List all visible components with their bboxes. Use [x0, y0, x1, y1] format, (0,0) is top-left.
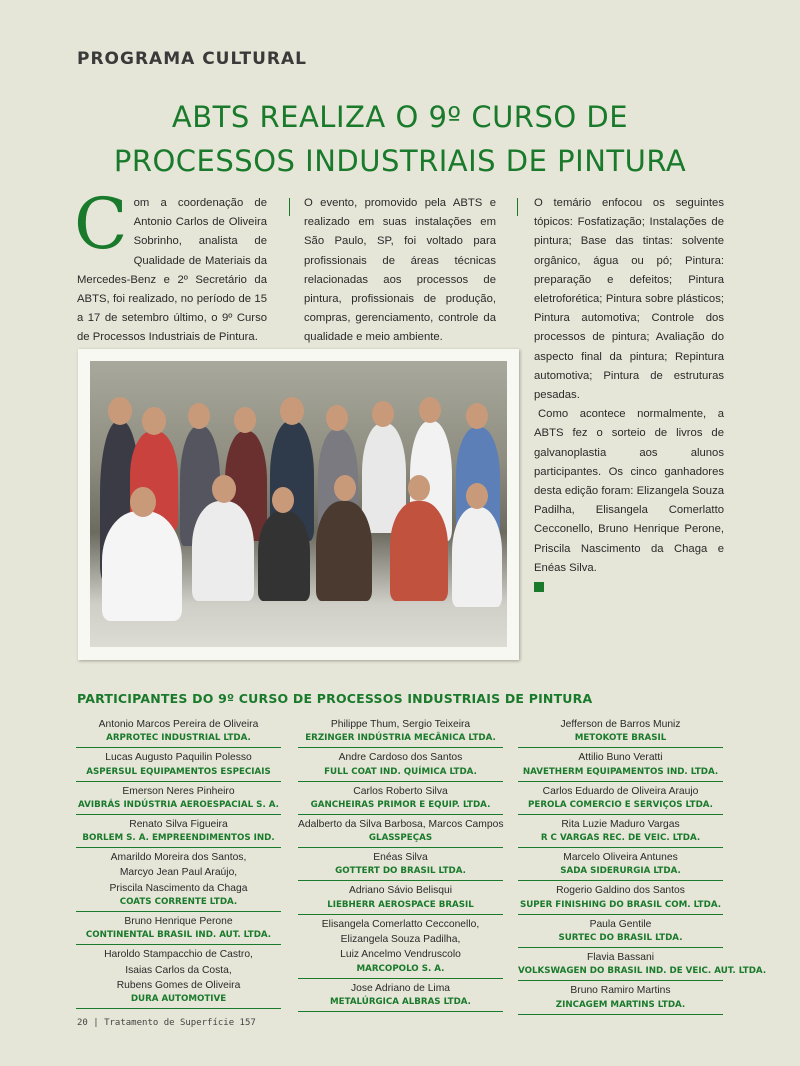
participant-name: Haroldo Stampacchio de Castro,	[104, 949, 253, 961]
article-column-1-text: om a coordenação de Antonio Carlos de Oliveira Sobrinho, analista de Qualidade de Materiais da Mercedes-Benz e 2º Secretário da ABTS, foi realizado, no período de 15 a 17 de setembro último, o 9º Curso de Processos Industriais de Pintura.	[77, 197, 267, 344]
participant-name: Adalberto da Silva Barbosa, Marcos Campos	[298, 818, 504, 830]
end-of-article-square-icon	[534, 582, 544, 592]
column-divider	[289, 198, 290, 216]
participant-company: NAVETHERM EQUIPAMENTOS IND. LTDA.	[522, 766, 719, 777]
participant-name: Jefferson de Barros Muniz	[560, 719, 681, 730]
participant-company: ERZINGER INDÚSTRIA MECÂNICA LTDA.	[305, 733, 496, 744]
participant-entry	[298, 850, 503, 881]
participant-company: R C VARGAS REC. DE VEIC. LTDA.	[540, 833, 701, 844]
group-photo-frame	[78, 349, 519, 660]
participant-company: METALÚRGICA ALBRAS LTDA.	[329, 996, 471, 1007]
drop-cap: C	[74, 183, 128, 265]
participant-name: Rubens Gomes de Oliveira	[116, 979, 241, 991]
participant-name: Andre Cardoso dos Santos	[338, 752, 463, 764]
participant-company: SURTEC DO BRASIL LTDA.	[558, 933, 683, 944]
page-footer: 20 | Tratamento de Superfície 157	[77, 1018, 256, 1028]
participants-heading: PARTICIPANTES DO 9º CURSO DE PROCESSOS INDUSTRIAIS DE PINTURA	[77, 691, 593, 706]
participant-entry	[518, 750, 723, 781]
participant-name: Bruno Henrique Perone	[124, 916, 233, 928]
participant-company: METOKOTE BRASIL	[574, 733, 667, 744]
article-title-line-1: ABTS REALIZA O 9º CURSO DE	[171, 100, 629, 134]
participant-name: Rita Luzie Maduro Vargas	[561, 818, 680, 830]
article-column-2	[304, 194, 496, 348]
participant-entry	[76, 750, 281, 781]
participant-entry	[518, 717, 723, 748]
participant-entry	[298, 717, 503, 748]
article-column-2-text: O evento, promovido pela ABTS e realizado em suas instalações em São Paulo, SP, foi voltado para profissionais de áreas técnicas relacionadas aos processos de pintura, profissionais de produção, compras, gerenciamento, controle da qualidade e meio ambiente.	[304, 197, 496, 344]
participant-entry	[518, 983, 723, 1014]
participant-name: Marcyo Jean Paul Araújo,	[119, 867, 238, 879]
participant-entry	[76, 717, 281, 748]
participant-name: Enéas Silva	[373, 852, 428, 864]
participant-name: Attilio Buno Veratti	[578, 752, 663, 764]
participant-name: Emerson Neres Pinheiro	[122, 785, 235, 797]
participant-name: Rogerio Galdino dos Santos	[556, 885, 685, 897]
participant-entry	[298, 784, 503, 815]
participant-name: Amarildo Moreira dos Santos,	[110, 852, 247, 864]
participant-company: GOTTERT DO BRASIL LTDA.	[335, 866, 466, 877]
participant-name: Adriano Sávio Belisqui	[348, 885, 453, 897]
participant-entry	[298, 883, 503, 914]
participant-company: COATS CORRENTE LTDA.	[119, 897, 238, 908]
participant-name: Paula Gentile	[589, 918, 652, 930]
participant-company: SUPER FINISHING DO BRASIL COM. LTDA.	[519, 899, 722, 910]
participant-name: Bruno Ramiro Martins	[570, 985, 671, 997]
participant-name: Carlos Eduardo de Oliveira Araujo	[542, 785, 699, 797]
participant-entry	[76, 914, 281, 945]
participant-entry	[298, 917, 503, 979]
participant-name: Lucas Augusto Paquilin Polesso	[105, 752, 252, 764]
participant-name: Philippe Thum, Sergio Teixeira	[330, 719, 471, 730]
participant-name: Elisangela Comerlatto Cecconello,	[321, 918, 480, 930]
article-column-3-paragraph-2: Como acontece normalmente, a ABTS fez o sorteio de livros de galvanoplastia aos alunos participantes. Os cinco ganhadores desta edição foram: Elizangela Souza Padilha, Elisangela Comerlatto Cecconello, Bruno Henrique Perone, Priscila Nascimento da Chaga e Enéas Silva.	[534, 408, 724, 574]
participant-company: PEROLA COMERCIO E SERVIÇOS LTDA.	[528, 799, 713, 810]
participant-name: Renato Silva Figueira	[129, 818, 228, 830]
participant-name: Marcelo Oliveira Antunes	[563, 852, 678, 864]
participant-entry	[76, 947, 281, 1009]
participant-company: ZINCAGEM MARTINS LTDA.	[555, 999, 686, 1010]
participant-company: SADA SIDERURGIA LTDA.	[560, 866, 681, 877]
participant-entry	[76, 784, 281, 815]
group-photo	[90, 361, 507, 647]
participant-name: Luiz Ancelmo Vendruscolo	[340, 949, 461, 961]
participant-company: FULL COAT IND. QUÍMICA LTDA.	[324, 766, 477, 777]
participant-name: Isaias Carlos da Costa,	[125, 964, 232, 976]
participant-name: Antonio Marcos Pereira de Oliveira	[98, 719, 259, 730]
participant-entry	[298, 750, 503, 781]
participant-name: Jose Adriano de Lima	[350, 982, 451, 994]
participant-name: Carlos Roberto Silva	[353, 785, 448, 797]
participant-company: MARCOPOLO S. A.	[356, 963, 445, 974]
participants-column-1	[76, 717, 281, 1011]
participant-entry	[518, 850, 723, 881]
column-divider	[517, 198, 518, 216]
participant-name: Elizangela Souza Padilha,	[340, 934, 461, 946]
participant-company: LIEBHERR AEROSPACE BRASIL	[327, 899, 474, 910]
participant-entry	[518, 883, 723, 914]
participant-name: Flavia Bassani	[587, 952, 654, 964]
article-title-line-2: PROCESSOS INDUSTRIAIS DE PINTURA	[113, 144, 687, 178]
participant-company: VOLKSWAGEN DO BRASIL IND. DE VEIC. AUT. LTDA.	[518, 966, 767, 977]
participant-entry	[518, 817, 723, 848]
participant-company: GLASSPEÇAS	[368, 833, 433, 844]
article-column-3	[534, 194, 724, 597]
participant-company: DURA AUTOMOTIVE	[130, 994, 227, 1005]
participant-company: GANCHEIRAS PRIMOR E EQUIP. LTDA.	[310, 799, 491, 810]
article-column-3-paragraph-1: O temário enfocou os seguintes tópicos: Fosfatização; Instalações de pintura; Base das tintas: solvente orgânico, água ou pó; Pintura: preparação e defeitos; Pintura eletroforética; Pintura sobre plásticos; Pintura automotiva; Controle dos processos de pintura; Avaliação do aspecto final da pintura; Repintura automotiva; Pintura de estruturas pesadas.	[534, 197, 724, 402]
participant-entry	[518, 917, 723, 948]
participant-entry	[298, 817, 503, 848]
participant-entry	[76, 850, 281, 912]
participant-company: ASPERSUL EQUIPAMENTOS ESPECIAIS	[86, 766, 271, 777]
participant-entry	[518, 784, 723, 815]
participant-entry	[518, 950, 767, 981]
participant-company: ARPROTEC INDUSTRIAL LTDA.	[106, 733, 251, 744]
section-label: PROGRAMA CULTURAL	[77, 49, 307, 69]
participant-company: AVIBRÁS INDÚSTRIA AEROESPACIAL S. A.	[78, 799, 279, 810]
participant-name: Priscila Nascimento da Chaga	[109, 882, 248, 894]
participant-entry	[76, 817, 281, 848]
article-column-1	[74, 183, 267, 348]
participant-entry	[298, 981, 503, 1012]
participants-column-3	[518, 717, 767, 1017]
participant-company: CONTINENTAL BRASIL IND. AUT. LTDA.	[85, 930, 272, 941]
participants-column-2	[298, 717, 503, 1014]
participant-company: BORLEM S. A. EMPREENDIMENTOS IND.	[82, 833, 275, 844]
